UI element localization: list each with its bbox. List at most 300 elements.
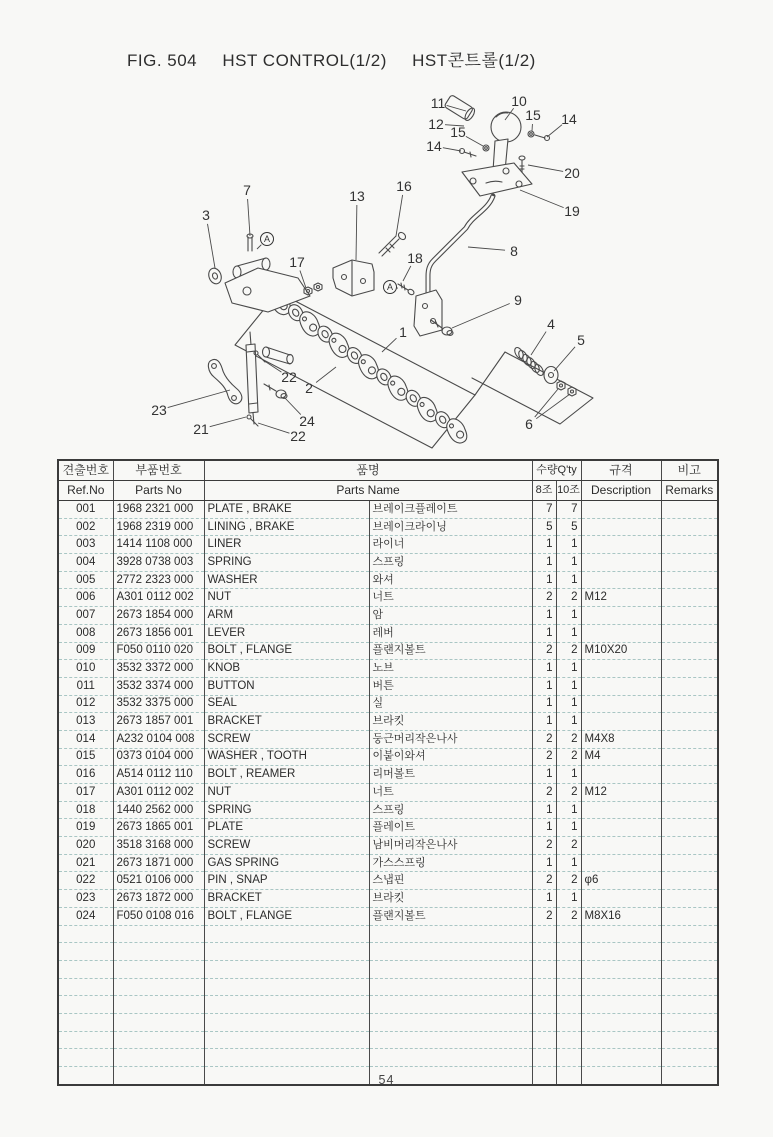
- callout-leader-line: [536, 394, 570, 419]
- parts-row: [58, 730, 718, 748]
- parts-cell-qty8: 1: [532, 713, 556, 731]
- diagram-callout-label: 6: [525, 416, 533, 432]
- parts-cell-qty8: 1: [532, 624, 556, 642]
- figure-title-en: HST CONTROL(1/2): [222, 51, 387, 70]
- parts-cell-qty8: 1: [532, 854, 556, 872]
- parts-cell-remarks: [661, 642, 718, 660]
- header-desc-en: Description: [581, 481, 661, 501]
- parts-cell-name_en: BUTTON: [204, 677, 369, 695]
- callout-leader-line: [168, 390, 230, 408]
- parts-cell-ref: 002: [58, 518, 113, 536]
- parts-cell-name_en: BOLT , REAMER: [204, 766, 369, 784]
- parts-cell-qty10: 1: [556, 536, 581, 554]
- parts-cell-qty10: 1: [556, 890, 581, 908]
- callout-leader-line: [208, 224, 215, 268]
- parts-cell-name_ko: 브라킷: [369, 890, 532, 908]
- parts-cell-remarks: [661, 784, 718, 802]
- parts-row: [58, 518, 718, 536]
- parts-row: [58, 660, 718, 678]
- callout-leader-line: [403, 266, 411, 281]
- parts-cell-ref: 004: [58, 554, 113, 572]
- parts-cell-remarks: [661, 695, 718, 713]
- parts-cell-ref: 016: [58, 766, 113, 784]
- diagram-callout-label: 13: [349, 188, 365, 204]
- lever-rod-art: [398, 196, 493, 336]
- parts-cell-remarks: [661, 801, 718, 819]
- parts-cell-part_no: A232 0104 008: [113, 730, 204, 748]
- empty-row: [58, 925, 718, 943]
- diagram-callout-label: 17: [289, 254, 305, 270]
- header-partsno-ko: 부품번호: [113, 460, 204, 481]
- parts-cell-remarks: [661, 748, 718, 766]
- parts-row: [58, 907, 718, 925]
- empty-row: [58, 1049, 718, 1067]
- parts-cell-qty8: 1: [532, 695, 556, 713]
- parts-cell-name_en: LINER: [204, 536, 369, 554]
- header-partsno-en: Parts No: [113, 481, 204, 501]
- parts-cell-name_ko: 리머볼트: [369, 766, 532, 784]
- parts-cell-remarks: [661, 713, 718, 731]
- parts-cell-desc: M4: [581, 748, 661, 766]
- callout-leader-line: [258, 423, 289, 433]
- page-number: 54: [378, 1073, 395, 1087]
- diagram-callout-label: 14: [561, 111, 577, 127]
- callout-leader-line: [210, 417, 246, 427]
- parts-cell-part_no: 2673 1856 001: [113, 624, 204, 642]
- parts-cell-name_en: SCREW: [204, 837, 369, 855]
- parts-cell-part_no: 1968 2319 000: [113, 518, 204, 536]
- parts-cell-qty10: 2: [556, 589, 581, 607]
- parts-cell-desc: [581, 713, 661, 731]
- parts-cell-qty8: 7: [532, 501, 556, 519]
- parts-cell-name_en: SPRING: [204, 801, 369, 819]
- callout-leader-line: [528, 165, 563, 171]
- parts-cell-name_en: WASHER , TOOTH: [204, 748, 369, 766]
- parts-cell-name_ko: 라이너: [369, 536, 532, 554]
- parts-cell-name_ko: 너트: [369, 589, 532, 607]
- parts-cell-part_no: 0521 0106 000: [113, 872, 204, 890]
- parts-row: [58, 642, 718, 660]
- parts-cell-qty10: 1: [556, 624, 581, 642]
- parts-cell-ref: 019: [58, 819, 113, 837]
- parts-row: [58, 571, 718, 589]
- parts-cell-ref: 007: [58, 607, 113, 625]
- parts-cell-part_no: F050 0110 020: [113, 642, 204, 660]
- parts-cell-name_ko: 브레이크라이닝: [369, 518, 532, 536]
- parts-cell-name_ko: 실: [369, 695, 532, 713]
- parts-row: [58, 890, 718, 908]
- callout-leader-line: [531, 332, 546, 355]
- parts-cell-part_no: 2772 2323 000: [113, 571, 204, 589]
- spring-washer-art: [513, 346, 576, 396]
- diagram-callout-label: A: [386, 282, 394, 292]
- parts-row: [58, 801, 718, 819]
- parts-cell-desc: [581, 518, 661, 536]
- parts-cell-ref: 009: [58, 642, 113, 660]
- parts-cell-qty10: 2: [556, 784, 581, 802]
- parts-cell-remarks: [661, 571, 718, 589]
- parts-cell-qty10: 1: [556, 766, 581, 784]
- parts-cell-remarks: [661, 819, 718, 837]
- parts-cell-qty10: 1: [556, 713, 581, 731]
- parts-cell-ref: 020: [58, 837, 113, 855]
- parts-cell-qty8: 2: [532, 784, 556, 802]
- parts-cell-name_en: PIN , SNAP: [204, 872, 369, 890]
- parts-cell-name_ko: 이붙이와셔: [369, 748, 532, 766]
- parts-cell-qty10: 5: [556, 518, 581, 536]
- figure-title-ko: HST콘트롤(1/2): [412, 51, 536, 70]
- parts-cell-remarks: [661, 624, 718, 642]
- parts-cell-remarks: [661, 907, 718, 925]
- parts-row: [58, 784, 718, 802]
- diagram-callout-label: 2: [305, 380, 313, 396]
- parts-cell-part_no: F050 0108 016: [113, 907, 204, 925]
- parts-cell-name_ko: 둥근머리작은나사: [369, 730, 532, 748]
- parts-cell-desc: [581, 677, 661, 695]
- parts-cell-desc: [581, 801, 661, 819]
- diagram-callout-label: A: [263, 234, 271, 244]
- parts-row: [58, 695, 718, 713]
- parts-cell-name_en: LEVER: [204, 624, 369, 642]
- parts-cell-ref: 006: [58, 589, 113, 607]
- parts-cell-qty10: 2: [556, 872, 581, 890]
- callout-leader-line: [452, 304, 510, 328]
- parts-row: [58, 536, 718, 554]
- parts-cell-desc: [581, 554, 661, 572]
- parts-cell-qty8: 1: [532, 801, 556, 819]
- empty-row: [58, 1031, 718, 1049]
- diagram-callout-label: 10: [511, 93, 527, 109]
- parts-cell-remarks: [661, 730, 718, 748]
- parts-cell-name_ko: 가스스프링: [369, 854, 532, 872]
- parts-cell-qty8: 2: [532, 872, 556, 890]
- parts-cell-name_en: LINING , BRAKE: [204, 518, 369, 536]
- parts-row: [58, 819, 718, 837]
- header-name-en: Parts Name: [204, 481, 532, 501]
- empty-row: [58, 996, 718, 1014]
- parts-cell-qty10: 7: [556, 501, 581, 519]
- parts-cell-ref: 018: [58, 801, 113, 819]
- callout-leader-line: [248, 199, 250, 236]
- parts-cell-name_en: SCREW: [204, 730, 369, 748]
- header-qty: 수량Q'ty: [532, 460, 581, 481]
- parts-row: [58, 713, 718, 731]
- parts-cell-qty8: 1: [532, 890, 556, 908]
- parts-cell-qty10: 1: [556, 677, 581, 695]
- parts-cell-qty8: 1: [532, 536, 556, 554]
- diagram-callout-label: 4: [547, 316, 555, 332]
- parts-cell-part_no: 2673 1871 000: [113, 854, 204, 872]
- parts-cell-name_ko: 플레이트: [369, 819, 532, 837]
- parts-cell-part_no: 2673 1872 000: [113, 890, 204, 908]
- parts-cell-qty8: 2: [532, 589, 556, 607]
- parts-cell-ref: 001: [58, 501, 113, 519]
- parts-cell-desc: [581, 819, 661, 837]
- diagram-callout-label: 20: [564, 165, 580, 181]
- parts-cell-qty10: 1: [556, 554, 581, 572]
- parts-cell-desc: [581, 890, 661, 908]
- parts-cell-qty10: 2: [556, 642, 581, 660]
- parts-cell-ref: 017: [58, 784, 113, 802]
- parts-cell-remarks: [661, 607, 718, 625]
- parts-cell-ref: 008: [58, 624, 113, 642]
- parts-cell-remarks: [661, 854, 718, 872]
- parts-cell-qty8: 2: [532, 748, 556, 766]
- parts-cell-name_en: BOLT , FLANGE: [204, 907, 369, 925]
- parts-row: [58, 589, 718, 607]
- parts-cell-part_no: 3928 0738 003: [113, 554, 204, 572]
- parts-cell-remarks: [661, 554, 718, 572]
- parts-cell-qty8: 1: [532, 607, 556, 625]
- parts-cell-name_ko: 남비머리작은나사: [369, 837, 532, 855]
- header-qty-10: 10조: [556, 481, 581, 501]
- parts-cell-name_en: BRACKET: [204, 890, 369, 908]
- parts-cell-ref: 021: [58, 854, 113, 872]
- parts-cell-name_ko: 스프링: [369, 801, 532, 819]
- parts-cell-desc: [581, 695, 661, 713]
- parts-cell-desc: M8X16: [581, 907, 661, 925]
- parts-cell-name_en: PLATE , BRAKE: [204, 501, 369, 519]
- diagram-callout-label: 15: [450, 124, 466, 140]
- parts-cell-part_no: 1414 1108 000: [113, 536, 204, 554]
- parts-cell-ref: 014: [58, 730, 113, 748]
- parts-cell-name_ko: 스프링: [369, 554, 532, 572]
- diagram-callout-label: 12: [428, 116, 444, 132]
- parts-cell-qty8: 2: [532, 730, 556, 748]
- parts-row: [58, 766, 718, 784]
- callout-leader-line: [396, 195, 403, 236]
- parts-cell-name_en: ARM: [204, 607, 369, 625]
- parts-cell-ref: 023: [58, 890, 113, 908]
- parts-cell-name_ko: 버튼: [369, 677, 532, 695]
- parts-cell-name_en: GAS SPRING: [204, 854, 369, 872]
- gas-spring-art: [208, 332, 287, 426]
- parts-cell-qty8: 2: [532, 907, 556, 925]
- diagram-callout-label: 18: [407, 250, 423, 266]
- parts-table-body: [58, 501, 718, 1085]
- callout-leader-line: [316, 367, 336, 382]
- parts-row: [58, 607, 718, 625]
- parts-cell-qty8: 2: [532, 837, 556, 855]
- parts-cell-name_en: BRACKET: [204, 713, 369, 731]
- parts-cell-part_no: 1440 2562 000: [113, 801, 204, 819]
- parts-cell-name_en: NUT: [204, 784, 369, 802]
- callout-leader-line: [535, 389, 558, 417]
- header-qty-8: 8조: [532, 481, 556, 501]
- parts-cell-desc: M12: [581, 589, 661, 607]
- parts-cell-ref: 011: [58, 677, 113, 695]
- parts-cell-name_en: PLATE: [204, 819, 369, 837]
- parts-cell-part_no: 3518 3168 000: [113, 837, 204, 855]
- diagram-callout-label: 15: [525, 107, 541, 123]
- parts-cell-remarks: [661, 677, 718, 695]
- parts-row: [58, 837, 718, 855]
- parts-cell-part_no: 3532 3375 000: [113, 695, 204, 713]
- parts-cell-part_no: 3532 3374 000: [113, 677, 204, 695]
- parts-cell-ref: 022: [58, 872, 113, 890]
- parts-cell-name_en: BOLT , FLANGE: [204, 642, 369, 660]
- empty-row: [58, 960, 718, 978]
- callout-leader-line: [466, 136, 483, 146]
- diagram-callout-label: 1: [399, 324, 407, 340]
- header-ref-ko: 견출번호: [58, 460, 113, 481]
- header-name-ko: 품명: [204, 460, 532, 481]
- parts-cell-name_ko: 브레이크플레이트: [369, 501, 532, 519]
- parts-cell-desc: φ6: [581, 872, 661, 890]
- diagram-callout-label: 16: [396, 178, 412, 194]
- parts-cell-qty8: 1: [532, 660, 556, 678]
- parts-cell-desc: [581, 837, 661, 855]
- diagram-callout-label: 23: [151, 402, 167, 418]
- diagram-callout-label: 19: [564, 203, 580, 219]
- parts-cell-name_ko: 플랜지볼트: [369, 907, 532, 925]
- parts-cell-desc: [581, 660, 661, 678]
- header-remarks-en: Remarks: [661, 481, 718, 501]
- parts-cell-name_en: WASHER: [204, 571, 369, 589]
- parts-cell-remarks: [661, 518, 718, 536]
- parts-cell-remarks: [661, 890, 718, 908]
- parts-cell-qty8: 1: [532, 554, 556, 572]
- diagram-callout-label: 9: [514, 292, 522, 308]
- parts-cell-qty10: 2: [556, 730, 581, 748]
- parts-cell-name_ko: 플랜지볼트: [369, 642, 532, 660]
- parts-cell-remarks: [661, 837, 718, 855]
- parts-cell-ref: 015: [58, 748, 113, 766]
- parts-cell-name_ko: 노브: [369, 660, 532, 678]
- parts-cell-name_en: NUT: [204, 589, 369, 607]
- parts-cell-name_ko: 와셔: [369, 571, 532, 589]
- parts-cell-name_ko: 레버: [369, 624, 532, 642]
- parts-cell-part_no: 1968 2321 000: [113, 501, 204, 519]
- parts-cell-ref: 010: [58, 660, 113, 678]
- parts-cell-part_no: 2673 1857 001: [113, 713, 204, 731]
- parts-cell-ref: 012: [58, 695, 113, 713]
- parts-cell-desc: [581, 624, 661, 642]
- diagram-callout-label: 14: [426, 138, 442, 154]
- diagram-callout-label: 21: [193, 421, 209, 437]
- callout-leader-line: [554, 347, 575, 371]
- parts-cell-desc: M10X20: [581, 642, 661, 660]
- parts-cell-ref: 005: [58, 571, 113, 589]
- parts-cell-desc: [581, 501, 661, 519]
- parts-cell-part_no: A301 0112 002: [113, 589, 204, 607]
- callout-leader-line: [257, 245, 261, 249]
- parts-cell-qty10: 1: [556, 854, 581, 872]
- parts-cell-part_no: 3532 3372 000: [113, 660, 204, 678]
- parts-cell-part_no: 2673 1865 001: [113, 819, 204, 837]
- empty-row: [58, 978, 718, 996]
- diagram-callout-label: 7: [243, 182, 251, 198]
- parts-cell-part_no: 0373 0104 000: [113, 748, 204, 766]
- parts-cell-qty8: 1: [532, 571, 556, 589]
- parts-cell-qty8: 1: [532, 766, 556, 784]
- parts-cell-name_en: SPRING: [204, 554, 369, 572]
- callout-leader-line: [356, 205, 357, 260]
- callout-leader-line: [520, 190, 564, 208]
- diagram-callout-label: 11: [430, 95, 446, 111]
- callout-leader-line: [468, 247, 505, 250]
- parts-cell-remarks: [661, 660, 718, 678]
- parts-cell-part_no: A301 0112 002: [113, 784, 204, 802]
- parts-cell-remarks: [661, 536, 718, 554]
- parts-cell-desc: [581, 766, 661, 784]
- parts-cell-name_ko: 스냅핀: [369, 872, 532, 890]
- parts-row: [58, 872, 718, 890]
- parts-cell-remarks: [661, 872, 718, 890]
- parts-cell-qty10: 1: [556, 571, 581, 589]
- diagram-callout-label: 22: [281, 369, 297, 385]
- parts-cell-qty8: 1: [532, 819, 556, 837]
- parts-cell-name_en: KNOB: [204, 660, 369, 678]
- parts-cell-qty8: 5: [532, 518, 556, 536]
- callout-leader-line: [284, 397, 301, 415]
- empty-row: [58, 943, 718, 961]
- parts-cell-desc: [581, 536, 661, 554]
- parts-cell-remarks: [661, 766, 718, 784]
- callout-leader-line: [263, 360, 281, 372]
- parts-row: [58, 854, 718, 872]
- parts-cell-qty8: 1: [532, 677, 556, 695]
- parts-cell-qty10: 1: [556, 660, 581, 678]
- diagram-callout-label: 3: [202, 207, 210, 223]
- diagram-callout-label: 5: [577, 332, 585, 348]
- diagram-callout-label: 22: [290, 428, 306, 444]
- parts-cell-ref: 024: [58, 907, 113, 925]
- empty-row: [58, 1013, 718, 1031]
- parts-cell-qty10: 1: [556, 801, 581, 819]
- parts-cell-remarks: [661, 501, 718, 519]
- parts-cell-part_no: 2673 1854 000: [113, 607, 204, 625]
- parts-cell-desc: M12: [581, 784, 661, 802]
- parts-cell-qty10: 2: [556, 907, 581, 925]
- figure-number: FIG. 504: [127, 51, 198, 70]
- parts-cell-name_ko: 너트: [369, 784, 532, 802]
- parts-cell-desc: [581, 571, 661, 589]
- header-ref-en: Ref.No: [58, 481, 113, 501]
- header-remarks-ko: 비고: [661, 460, 718, 481]
- parts-cell-part_no: A514 0112 110: [113, 766, 204, 784]
- parts-cell-desc: [581, 854, 661, 872]
- parts-cell-ref: 003: [58, 536, 113, 554]
- parts-cell-qty10: 2: [556, 748, 581, 766]
- parts-cell-name_en: SEAL: [204, 695, 369, 713]
- parts-row: [58, 624, 718, 642]
- header-desc-ko: 규격: [581, 460, 661, 481]
- parts-cell-qty10: 2: [556, 837, 581, 855]
- parts-cell-qty10: 1: [556, 607, 581, 625]
- parts-cell-name_ko: 암: [369, 607, 532, 625]
- parts-row: [58, 501, 718, 519]
- parts-row: [58, 677, 718, 695]
- callout-leader-line: [547, 125, 562, 137]
- parts-cell-name_ko: 브라킷: [369, 713, 532, 731]
- parts-cell-qty10: 1: [556, 695, 581, 713]
- parts-table-section: [57, 459, 717, 1086]
- parts-cell-qty8: 2: [532, 642, 556, 660]
- callout-leader-line: [443, 148, 461, 151]
- parts-cell-qty10: 1: [556, 819, 581, 837]
- diagram-callout-label: 24: [299, 413, 315, 429]
- parts-row: [58, 554, 718, 572]
- parts-cell-desc: [581, 607, 661, 625]
- parts-table: [57, 459, 719, 1086]
- parts-row: [58, 748, 718, 766]
- parts-cell-desc: M4X8: [581, 730, 661, 748]
- diagram-callout-label: 8: [510, 243, 518, 259]
- exploded-diagram: [0, 0, 773, 460]
- parts-cell-ref: 013: [58, 713, 113, 731]
- parts-cell-remarks: [661, 589, 718, 607]
